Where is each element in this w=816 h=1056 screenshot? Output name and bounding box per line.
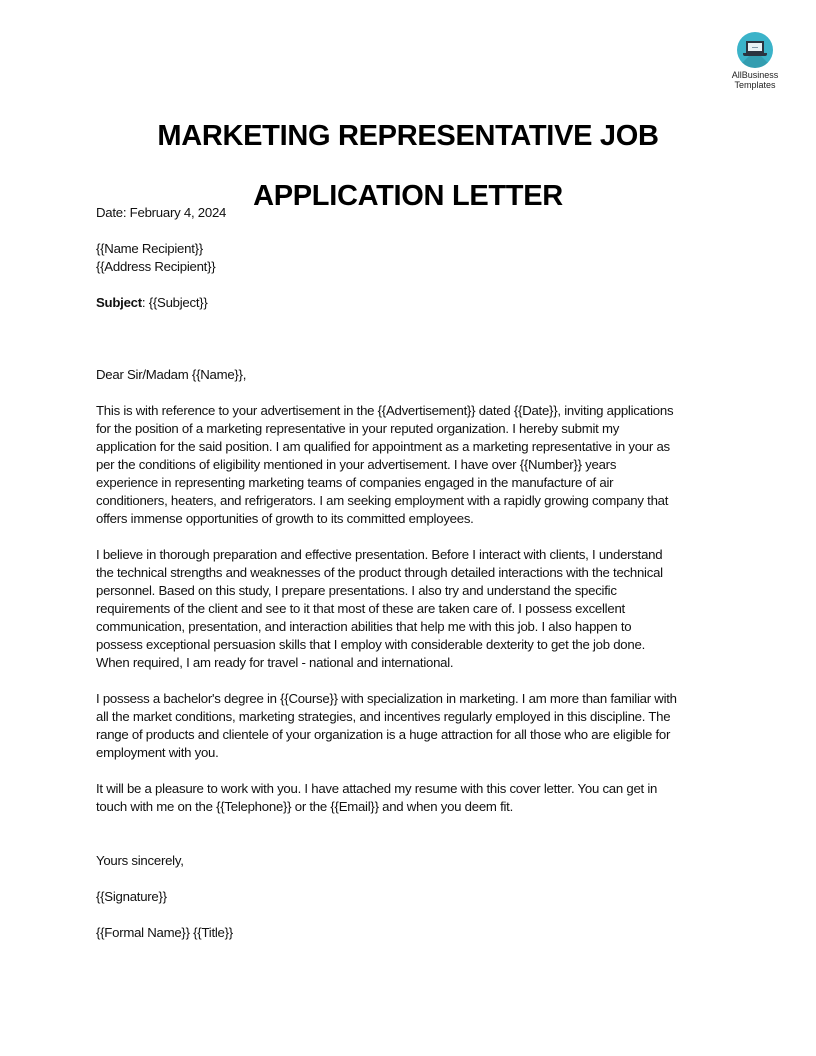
paragraph-line: I possess a bachelor's degree in {{Course}} with specialization in marketing. I am more than familiar with [96,691,677,706]
paragraph-line: personnel. Based on this study, I prepare presentations. I also try and understand the specific [96,583,617,598]
laptop-base-icon [743,53,767,56]
paragraph-4 [96,780,726,816]
logo-text [722,70,788,90]
paragraph-line: experience in representing marketing teams of companies engaged in the manufacture of air [96,475,614,490]
letter-body [96,204,726,942]
title-line-1: MARKETING REPRESENTATIVE JOB [157,120,659,152]
salutation: Dear Sir/Madam {{Name}}, [96,367,247,382]
paragraph-line: all the market conditions, marketing strategies, and incentives regularly employed in this discipline. The [96,709,671,724]
subject-label: Subject [96,295,142,310]
paragraph-line: application for the said position. I am qualified for appointment as a marketing representative in your as [96,439,670,454]
paragraph-line: range of products and clientele of your organization is a huge attraction for all those who are eligible for [96,727,671,742]
paragraph-line: I believe in thorough preparation and effective presentation. Before I interact with clients, I understand [96,547,663,562]
paragraph-line: requirements of the client and see to it that most of these are taken care of. I possess excellent [96,601,625,616]
signature: {{Signature}} [96,889,167,904]
logo-badge [737,32,773,68]
paragraph-line: for the position of a marketing representative in your reputed organization. I hereby submit my [96,421,620,436]
paragraph-line: communication, presentation, and interaction abilities that help me with this job. I also happen to [96,619,632,634]
paragraph-line: touch with me on the {{Telephone}} or the {{Email}} and when you deem fit. [96,799,513,814]
recipient-address: {{Address Recipient}} [96,259,216,274]
paragraph-line: per the conditions of eligibility mentioned in your advertisement. I have over {{Number}} years [96,457,617,472]
title-line-2: APPLICATION LETTER [253,180,563,212]
paragraph-line: employment with you. [96,745,219,760]
letter-date: Date: February 4, 2024 [96,205,227,220]
paragraph-line: conditioners, heaters, and refrigerators. I am seeking employment with a rapidly growing company that [96,493,669,508]
formal-name-title: {{Formal Name}} {{Title}} [96,925,233,940]
paragraph-2 [96,546,726,672]
logo-brand-line2: Templates [734,80,776,90]
paragraph-line: offers immense opportunities of growth to its committed employees. [96,511,474,526]
paragraph-1 [96,402,726,528]
paragraph-line: This is with reference to your advertisement in the {{Advertisement}} dated {{Date}}, inviting applications [96,403,674,418]
recipient-name: {{Name Recipient}} [96,241,203,256]
paragraph-line: possess exceptional persuasion skills that I employ with considerable dexterity to get the job done. [96,637,645,652]
allbusiness-templates-logo [722,32,788,90]
paragraph-3 [96,690,726,762]
paragraph-line: It will be a pleasure to work with you. I have attached my resume with this cover letter. You can get in [96,781,658,796]
subject-line [96,294,726,312]
valediction: Yours sincerely, [96,853,184,868]
subject-value: : {{Subject}} [141,295,208,310]
paragraph-line: the technical strengths and weaknesses of the product through detailed interactions with the technical [96,565,663,580]
laptop-icon [746,41,764,53]
logo-brand-line1: AllBusiness [731,70,779,80]
paragraph-line: When required, I am ready for travel - national and international. [96,655,454,670]
